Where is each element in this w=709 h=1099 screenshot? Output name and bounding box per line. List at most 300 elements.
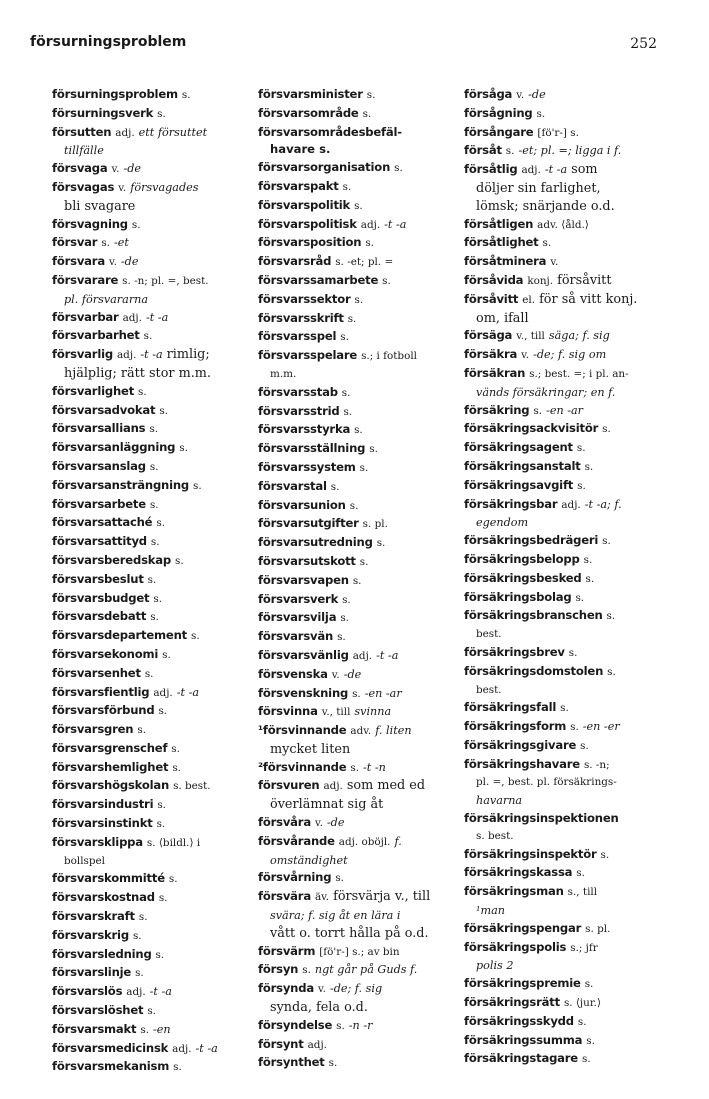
headword: försvarsminister	[258, 87, 363, 101]
definition: för så vitt konj.	[539, 291, 638, 307]
grammar-note: s.	[190, 630, 200, 643]
grammar-note: s.	[394, 162, 403, 175]
grammar-note: konj.	[527, 274, 554, 287]
grammar-note: s.	[575, 591, 585, 604]
grammar-note: v.	[314, 817, 323, 830]
grammar-note: s.	[302, 964, 311, 977]
headword: försvarsposition	[258, 235, 362, 250]
headword: försäkringspremie	[464, 976, 581, 991]
dictionary-entry	[52, 702, 258, 721]
grammar-note: s.	[366, 89, 376, 101]
grammar-note: s.	[157, 799, 166, 812]
headword: försäkringsackvisitör	[464, 421, 599, 436]
entry-continuation: döljer sin farlighet,	[476, 180, 601, 196]
headword: försvåra	[258, 815, 311, 830]
headword: försynt	[258, 1036, 304, 1051]
dictionary-entry	[258, 197, 464, 216]
page-header	[30, 34, 657, 54]
headword: försvarshemlighet	[52, 759, 169, 774]
grammar-note: s.	[137, 724, 147, 737]
dictionary-entry	[464, 846, 670, 865]
grammar-note: s.	[175, 554, 184, 567]
dictionary-entry	[464, 1032, 670, 1051]
headword: försvarsförbund	[52, 703, 155, 718]
entry-continuation: bli svagare	[64, 198, 136, 214]
grammar-note: adj.	[115, 126, 135, 139]
running-head-word: försurningsproblem	[30, 34, 187, 50]
grammar-note: v., till	[321, 706, 351, 719]
inflection-example: -de	[120, 255, 139, 269]
grammar-note: s.; best. =; i pl. an-	[529, 367, 629, 380]
dictionary-entry	[52, 309, 258, 328]
dictionary-entry	[258, 777, 464, 796]
dictionary-entry	[258, 759, 464, 778]
headword: försäkringsform	[464, 719, 567, 734]
headword: försvarsvilja	[258, 610, 337, 625]
dictionary-entry	[464, 551, 670, 570]
grammar-note: s.	[350, 761, 360, 774]
dictionary-entry	[52, 1021, 258, 1040]
headword: försåtminera	[464, 254, 547, 269]
dictionary-entry	[258, 234, 464, 253]
dictionary-entry	[52, 327, 258, 346]
headword: försäkringsavgift	[464, 477, 574, 492]
headword: försvarsansträngning	[52, 477, 190, 492]
dictionary-entry	[464, 810, 670, 828]
inflection-example: -t -a	[145, 310, 169, 324]
dictionary-entry	[52, 402, 258, 421]
grammar-note: s.	[536, 107, 546, 120]
dictionary-entry	[258, 1017, 464, 1036]
grammar-note: s.	[330, 480, 340, 493]
headword: försvarstal	[258, 478, 327, 493]
headword: försvarsberedskap	[52, 552, 172, 567]
dictionary-entry	[258, 553, 464, 572]
headword: försvårande	[258, 833, 335, 848]
headword: försvärm	[258, 943, 316, 958]
inflection-example: -t -a	[544, 163, 568, 177]
dictionary-entry	[52, 684, 258, 703]
headword: försvarsklippa	[52, 834, 143, 849]
entry-continuation: hjälplig; rätt stor m.m.	[64, 365, 211, 381]
grammar-note: s. -n;	[583, 758, 610, 771]
dictionary-entry	[52, 889, 258, 908]
dictionary-entry	[52, 1040, 258, 1059]
grammar-note: s.	[376, 537, 386, 550]
page-number: 252	[630, 36, 657, 52]
dictionary-entry	[464, 737, 670, 756]
dictionary-entry	[464, 1013, 670, 1032]
entry-continuation: pl. =, best. pl. försäkrings-	[476, 776, 617, 789]
dictionary-entry	[52, 1058, 258, 1077]
dictionary-entry	[464, 291, 670, 310]
dictionary-entry	[464, 570, 670, 589]
headword: försvarsområdesbefäl-	[258, 124, 402, 139]
grammar-note: adj.	[521, 164, 541, 177]
dictionary-entry	[258, 216, 464, 235]
headword: försäkra	[464, 347, 518, 362]
dictionary-entry	[52, 458, 258, 477]
grammar-note: s.	[347, 312, 357, 325]
headword: försvarbar	[52, 309, 119, 324]
grammar-note: s.	[352, 687, 361, 700]
grammar-note: s.	[153, 592, 163, 605]
grammar-note: s.	[168, 873, 178, 886]
column-2	[258, 86, 464, 1073]
entry-continuation: havarna	[476, 794, 523, 808]
headword: försyn	[258, 962, 299, 977]
dictionary-entry	[52, 346, 258, 365]
grammar-note: s.	[354, 424, 363, 437]
headword: försvarsskrift	[258, 310, 344, 325]
headword: försvara	[52, 254, 105, 269]
entry-continuation: svära; f. sig åt en lära i	[270, 909, 401, 923]
dictionary-entry	[258, 943, 464, 962]
headword: försvarsråd	[258, 254, 332, 269]
grammar-note: s.	[328, 1057, 338, 1070]
dictionary-entry	[258, 722, 464, 741]
dictionary-entry	[464, 439, 670, 458]
headword: försvarbarhet	[52, 328, 140, 343]
inflection-example: -t -a	[195, 1041, 218, 1055]
inflection-example: -t -a; f.	[584, 497, 622, 511]
dictionary-entry	[52, 946, 258, 965]
headword: försvuren	[258, 778, 320, 793]
dictionary-entry	[52, 796, 258, 815]
dictionary-entry	[464, 477, 670, 496]
headword: försvarsattityd	[52, 534, 147, 549]
headword: försurningsverk	[52, 105, 154, 120]
headword: försäkringsbranschen	[464, 608, 603, 623]
headword: försäkringsman	[464, 884, 564, 899]
grammar-note: s.	[147, 573, 157, 586]
grammar-note: v., till	[516, 330, 545, 343]
headword: försvarsvapen	[258, 572, 349, 587]
headword: försäkringsbesked	[464, 570, 582, 585]
grammar-note: s.	[583, 553, 593, 566]
inflection-example: -de	[326, 816, 345, 830]
headword: försäkringsskydd	[464, 1013, 574, 1028]
dictionary-entry	[52, 815, 258, 834]
dictionary-entry	[52, 272, 258, 291]
headword: försvarsbeslut	[52, 571, 144, 586]
grammar-note: s.	[101, 237, 110, 250]
dictionary-entry	[258, 403, 464, 422]
entry-continuation: s. best.	[476, 829, 514, 842]
inflection-example: -de	[123, 162, 142, 176]
dictionary-entry	[258, 421, 464, 440]
grammar-note: s.	[585, 572, 595, 585]
headword: försäkringssumma	[464, 1032, 583, 1047]
dictionary-entry	[258, 178, 464, 197]
grammar-note: s.	[340, 612, 349, 625]
grammar-note: s.	[343, 405, 353, 418]
inflection-example: ngt går på Guds f.	[314, 963, 418, 977]
headword: försvarsdepartement	[52, 628, 187, 643]
headword: försvarsutskott	[258, 553, 356, 568]
grammar-note: s.	[342, 180, 352, 193]
headword: försvinna	[258, 704, 318, 719]
entry-continuation: vänds försäkringar; en f.	[476, 385, 616, 399]
headword: försvarsledning	[52, 946, 152, 961]
grammar-note: s.	[157, 107, 166, 120]
entry-continuation: överlämnat sig åt	[270, 797, 384, 813]
dictionary-entry	[52, 105, 258, 124]
grammar-note: v.	[118, 181, 127, 194]
headword: försurningsproblem	[52, 87, 178, 101]
headword: försvarssystem	[258, 459, 356, 474]
dictionary-entry	[52, 496, 258, 515]
grammar-note: v.	[521, 349, 530, 362]
dictionary-entry	[52, 86, 258, 105]
entry-continuation: m.m.	[270, 367, 297, 380]
grammar-note: adj.	[323, 780, 343, 793]
grammar-note: s. pl.	[362, 518, 388, 531]
headword: försvagning	[52, 216, 128, 231]
dictionary-entry	[52, 216, 258, 235]
dictionary-entry	[464, 496, 670, 515]
dictionary-entry	[258, 291, 464, 310]
grammar-note: v.	[317, 983, 326, 996]
headword: försäkringskassa	[464, 865, 573, 880]
dictionary-entry	[258, 833, 464, 852]
grammar-note: s.	[354, 293, 364, 306]
headword: försäkringsbedrägeri	[464, 533, 599, 548]
headword: försvarsenhet	[52, 665, 141, 680]
dictionary-entry	[52, 160, 258, 179]
headword: försvarssamarbete	[258, 272, 379, 287]
grammar-note: s.	[158, 892, 168, 905]
dictionary-entry	[258, 328, 464, 347]
headword: försvarsarbete	[52, 496, 146, 511]
grammar-note: s.	[335, 872, 344, 885]
grammar-note: s.	[181, 89, 191, 101]
grammar-note: adj.	[153, 686, 173, 699]
grammar-note: s. -et; pl. =	[335, 256, 394, 269]
dictionary-entry	[258, 440, 464, 459]
headword: försvarslinje	[52, 965, 132, 980]
dictionary-entry	[52, 124, 258, 143]
headword: försvarsområde	[258, 105, 359, 120]
headword: försvarsspelare	[258, 348, 358, 363]
entry-continuation: havare s.	[270, 142, 331, 157]
inflection-example: -en -ar	[364, 686, 402, 700]
headword: försvagas	[52, 179, 115, 194]
dictionary-entry	[258, 888, 464, 907]
grammar-note: adv. ⟨åld.⟩	[537, 218, 589, 231]
grammar-note: s.	[365, 237, 374, 250]
grammar-note: s.	[369, 443, 378, 456]
headword: försäkringsanstalt	[464, 458, 581, 473]
headword: försångare	[464, 124, 534, 139]
entry-continuation: om, ifall	[476, 310, 529, 326]
grammar-note: s.	[584, 460, 594, 473]
dictionary-entry	[258, 647, 464, 666]
dictionary-entry	[52, 834, 258, 853]
inflection-example: ett försuttet	[138, 125, 208, 139]
dictionary-entry	[52, 927, 258, 946]
grammar-note: v.	[331, 668, 340, 681]
dictionary-entry	[258, 1036, 464, 1055]
inflection-example: -en -ar	[546, 403, 584, 417]
dictionary-entry	[52, 740, 258, 759]
definition: som med ed	[346, 778, 426, 794]
headword: försåt	[464, 143, 502, 158]
headword: försvarsbudget	[52, 590, 150, 605]
dictionary-entry	[52, 383, 258, 402]
grammar-note: s.	[337, 631, 346, 644]
dictionary-entry	[464, 86, 670, 105]
grammar-note: v.	[550, 256, 559, 269]
entry-continuation: egendom	[476, 516, 529, 530]
headword: försåvitt	[464, 291, 519, 306]
dictionary-entry	[258, 685, 464, 704]
grammar-note: s.	[172, 761, 181, 774]
inflection-example: -de; f. sig om	[533, 348, 607, 362]
dictionary-entry	[258, 459, 464, 478]
headword: försvarspolitisk	[258, 216, 357, 231]
dictionary-entry	[464, 402, 670, 421]
inflection-example: försvagades	[130, 180, 199, 194]
headword: ¹försvinnande	[258, 723, 347, 738]
entry-continuation: bollspel	[64, 854, 106, 867]
dictionary-entry	[464, 272, 670, 291]
grammar-note: s.	[570, 721, 579, 734]
dictionary-entry	[258, 86, 464, 105]
headword: försågning	[464, 105, 533, 120]
headword: försåga	[464, 87, 513, 101]
grammar-note: s. best.	[173, 780, 211, 793]
grammar-note: s.	[132, 929, 142, 942]
grammar-note: s. pl.	[585, 922, 611, 935]
inflection-example: -en	[153, 1022, 171, 1036]
grammar-note: adj.	[561, 498, 581, 511]
grammar-note: s.	[576, 867, 585, 880]
dictionary-entry	[464, 346, 670, 365]
column-1	[52, 86, 258, 1077]
dictionary-entry	[52, 721, 258, 740]
grammar-note: v.	[516, 89, 525, 101]
dictionary-entry	[464, 663, 670, 682]
entry-continuation: mycket liten	[270, 741, 351, 757]
headword: försvarsutredning	[258, 535, 373, 550]
grammar-note: s.	[568, 646, 578, 659]
headword: försvarsfientlig	[52, 684, 150, 699]
grammar-note: v.	[111, 163, 120, 176]
dictionary-entry	[258, 159, 464, 178]
headword: försvarskrig	[52, 927, 129, 942]
inflection-example: -en -er	[582, 720, 620, 734]
grammar-note: s.	[581, 1053, 591, 1066]
grammar-note: s.	[352, 574, 362, 587]
headword: försvarskostnad	[52, 890, 155, 905]
entry-continuation: polis 2	[476, 959, 514, 973]
grammar-note: s.; jfr	[570, 941, 598, 954]
dictionary-entry	[52, 234, 258, 253]
grammar-note: s.	[138, 911, 148, 924]
headword: försäkringstagare	[464, 1051, 578, 1066]
dictionary-entry	[52, 665, 258, 684]
grammar-note: s.	[149, 460, 159, 473]
dictionary-entry	[464, 1050, 670, 1069]
headword: försvarslös	[52, 984, 123, 999]
dictionary-entry	[258, 124, 464, 142]
grammar-note: adj.	[360, 218, 381, 231]
dictionary-entry	[258, 869, 464, 888]
headword: försutten	[52, 124, 112, 139]
entry-continuation: omständighet	[270, 853, 348, 867]
headword: försåvida	[464, 272, 524, 287]
headword: försåtlig	[464, 162, 518, 177]
headword: försäkringsbelopp	[464, 551, 580, 566]
inflection-example: -t -a	[384, 217, 407, 231]
dictionary-entry	[464, 161, 670, 180]
grammar-note: v.	[108, 256, 117, 269]
headword: försvarsverk	[258, 591, 339, 606]
grammar-note: s.	[179, 442, 188, 455]
dictionary-entry	[52, 1002, 258, 1021]
grammar-note: s.	[149, 423, 158, 436]
headword: försvarsstrid	[258, 403, 340, 418]
dictionary-entry	[464, 864, 670, 883]
grammar-note: s.	[342, 593, 351, 606]
entry-continuation: ¹man	[476, 904, 505, 918]
headword: försäga	[464, 328, 513, 343]
grammar-note: s.	[580, 739, 589, 752]
headword: ²försvinnande	[258, 759, 347, 774]
headword: försvarssektor	[258, 291, 351, 306]
headword: försvarsutgifter	[258, 516, 359, 531]
headword: försvarlighet	[52, 383, 135, 398]
grammar-note: s.	[147, 1005, 156, 1018]
dictionary-entry	[258, 961, 464, 980]
grammar-note: s.	[138, 385, 147, 398]
grammar-note: s.	[586, 1034, 595, 1047]
inflection-example: säga; f. sig	[548, 329, 610, 343]
grammar-note: s.	[150, 536, 160, 549]
headword: försyndelse	[258, 1017, 333, 1032]
dictionary-entry	[52, 514, 258, 533]
dictionary-entry	[258, 572, 464, 591]
dictionary-entry	[464, 142, 670, 161]
grammar-note: s.	[155, 948, 165, 961]
headword: försvarshögskolan	[52, 778, 170, 793]
dictionary-entry	[52, 552, 258, 571]
headword: försvarspolitik	[258, 197, 351, 212]
headword: försvarsställning	[258, 441, 366, 456]
dictionary-entry	[258, 628, 464, 647]
headword: försvarskraft	[52, 909, 135, 924]
inflection-example: -t -a	[376, 648, 399, 662]
headword: försynda	[258, 981, 314, 996]
dictionary-entry	[464, 365, 670, 384]
grammar-note: s.	[158, 705, 168, 718]
grammar-note: s., till	[567, 886, 598, 899]
dictionary-entry	[258, 515, 464, 534]
definition: som	[571, 162, 598, 178]
grammar-note: s.	[131, 218, 141, 231]
headword: försvarsunion	[258, 497, 346, 512]
headword: försäkringsfall	[464, 700, 557, 715]
dictionary-entry	[464, 124, 670, 143]
dictionary-entry	[464, 644, 670, 663]
dictionary-entry	[258, 105, 464, 124]
dictionary-entry	[464, 756, 670, 775]
headword: försvarsvänlig	[258, 647, 349, 662]
grammar-note: s.	[143, 330, 153, 343]
inflection-example: -et; pl. =; ligga i f.	[518, 144, 622, 158]
grammar-note: adv.	[350, 725, 372, 738]
